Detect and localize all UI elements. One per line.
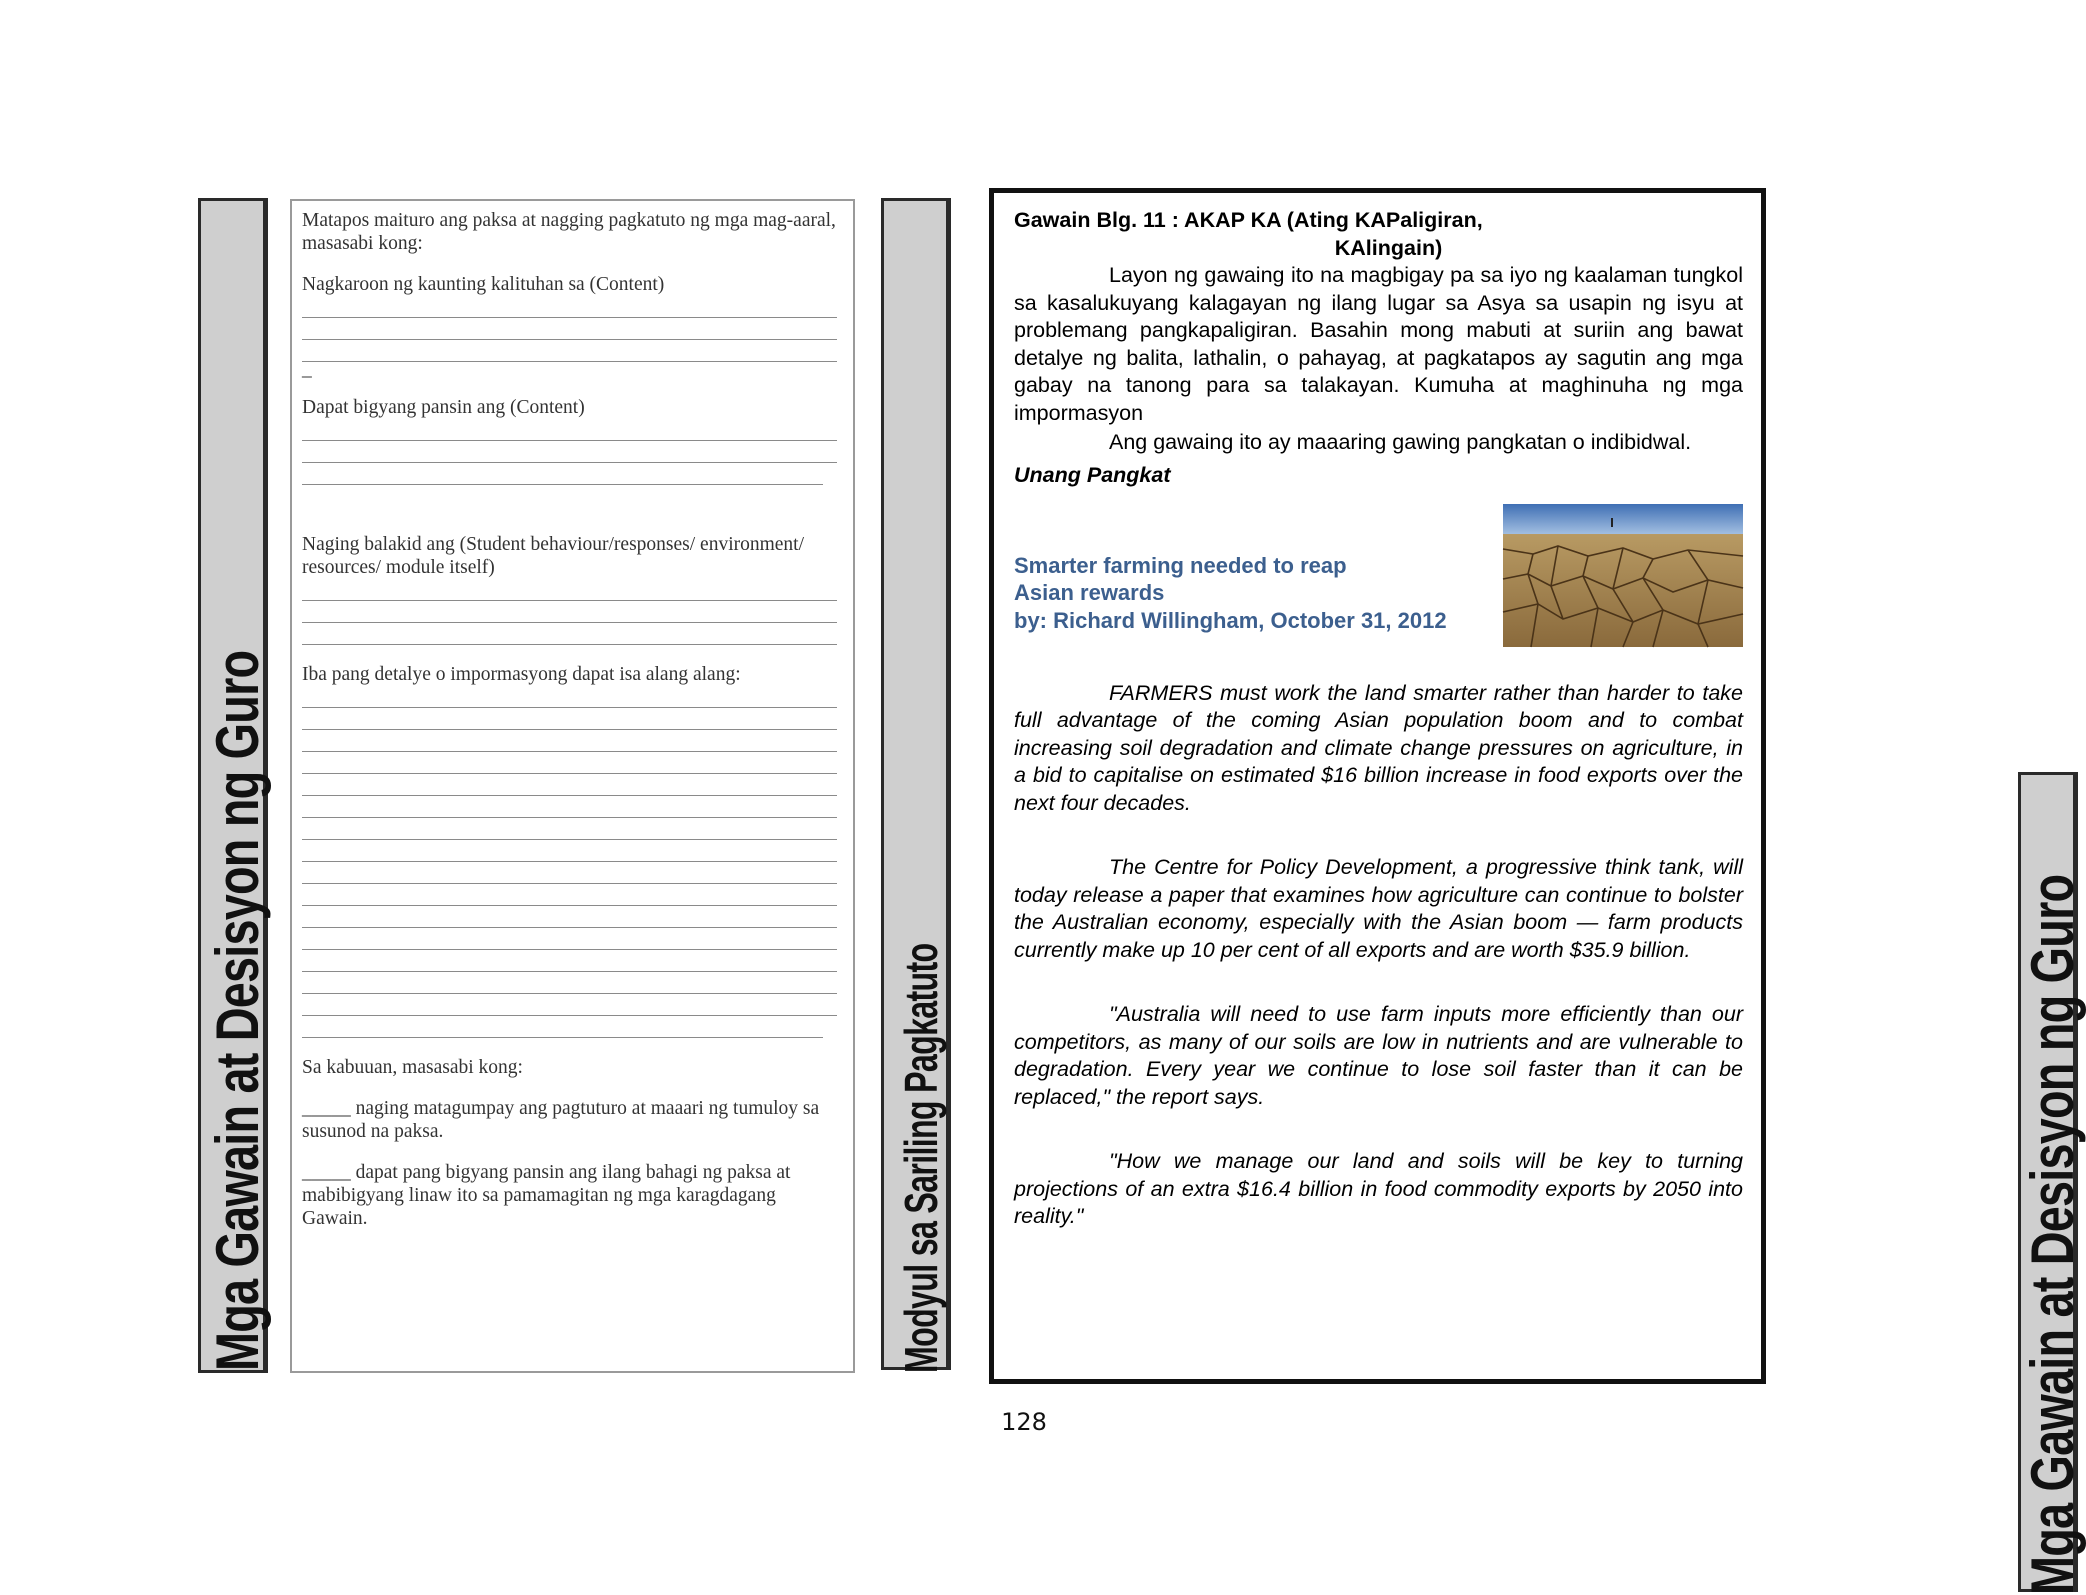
answer-line bbox=[302, 419, 837, 441]
news-title-line-1: Smarter farming needed to reap bbox=[1014, 552, 1347, 578]
news-title-line-2: Asian rewards bbox=[1014, 580, 1165, 605]
form-option-2: _____ dapat pang bigyang pansin ang ilang bahagi ng paksa at mabibigyang linaw ito sa pamamagitan ng mga karagdagang Gawain. bbox=[302, 1162, 791, 1229]
form-question-3: Naging balakid ang (Student behaviour/responses/ environment/ resources/ module itself) bbox=[302, 534, 805, 578]
activity-box bbox=[989, 188, 1766, 1384]
answer-line bbox=[302, 862, 837, 884]
right-vertical-banner bbox=[2018, 772, 2086, 1595]
form-question-2: Dapat bigyang pansin ang (Content) bbox=[302, 397, 585, 418]
article-paragraph-1: FARMERS must work the land smarter rather than harder to take full advantage of the coming Asian population boom and to combat increasing soil degradation and climate change pressures on agriculture, in a bid to capitalise on estimated $16 billion increase in food exports over the next four decades. bbox=[1014, 680, 1743, 815]
answer-line bbox=[302, 972, 837, 994]
answer-line bbox=[302, 1016, 823, 1038]
activity-instructions: Layon ng gawaing ito na magbigay pa sa iyo ng kaalaman tungkol sa kasalukuyang kalagayan ng ilang lugar sa Asya sa usapin ng isyu at problemang pangkapaligiran. Basahin mong mabuti at suriin ang bawat detalye ng balita, lathalin, o pahayag, at pagkatapos ay sagutin ang mga gabay na tanong para sa talakayan. Kumuha at maghinuha ng mga impormasyon bbox=[1014, 263, 1743, 425]
answer-line bbox=[302, 708, 837, 730]
answer-line bbox=[302, 752, 837, 774]
answer-line bbox=[302, 906, 837, 928]
answer-line bbox=[302, 623, 837, 645]
answer-line bbox=[302, 601, 837, 623]
answer-line bbox=[302, 840, 837, 862]
answer-line bbox=[302, 818, 837, 840]
answer-line bbox=[302, 994, 837, 1016]
answer-line bbox=[302, 441, 837, 463]
left-vertical-banner bbox=[198, 198, 271, 1373]
form-question-1: Nagkaroon ng kaunting kalituhan sa (Content) bbox=[302, 274, 665, 295]
answer-line bbox=[302, 796, 837, 818]
answer-line bbox=[302, 774, 837, 796]
answer-line bbox=[302, 296, 837, 318]
article-paragraph-3: "Australia will need to use farm inputs more efficiently than our competitors, as many of our soils are low in nutrients and are vulnerable to degradation. Every year we continue to lose soil faster than it can be replaced," the report says. bbox=[1014, 1002, 1743, 1109]
activity-title-continued: KAlingain) bbox=[1334, 235, 1443, 260]
teacher-reflection-form bbox=[290, 199, 855, 1373]
form-summary: Sa kabuuan, masasabi kong: bbox=[302, 1057, 523, 1078]
form-option-1: _____ naging matagumpay ang pagtuturo at maaari ng tumuloy sa susunod na paksa. bbox=[302, 1098, 820, 1142]
answer-line bbox=[302, 730, 837, 752]
right-banner-title: Mga Gawain at Desisyon ng Guro bbox=[2019, 874, 2086, 1595]
answer-line bbox=[302, 884, 837, 906]
answer-line bbox=[302, 579, 837, 601]
middle-vertical-banner bbox=[881, 198, 951, 1373]
middle-banner-title: Modyul sa Sariling Pagkatuto bbox=[895, 943, 947, 1373]
group-label: Unang Pangkat bbox=[1014, 463, 1171, 487]
page-number: 128 bbox=[1001, 1408, 1047, 1436]
activity-note: Ang gawaing ito ay maaaring gawing pangkatan o indibidwal. bbox=[1109, 430, 1692, 454]
answer-line bbox=[302, 318, 837, 340]
form-question-4: Iba pang detalye o impormasyong dapat isa alang alang: bbox=[302, 664, 741, 685]
answer-line bbox=[302, 928, 837, 950]
left-banner-title: Mga Gawain at Desisyon ng Guro bbox=[204, 650, 271, 1371]
answer-line bbox=[302, 340, 837, 362]
answer-line bbox=[302, 463, 823, 485]
article-paragraph-2: The Centre for Policy Development, a progressive think tank, will today release a paper that examines how agriculture can continue to bolster the Australian economy, especially with the Asian boom — farm products currently make up 10 per cent of all exports and are worth $35.9 billion. bbox=[1014, 855, 1743, 962]
news-byline: by: Richard Willingham, October 31, 2012 bbox=[1014, 607, 1447, 633]
article-paragraph-4: "How we manage our land and soils will be key to turning projections of an extra $16.4 billion in food commodity exports by 2050 into reality." bbox=[1014, 1149, 1743, 1228]
form-question-1-tail: _ bbox=[302, 359, 312, 380]
form-intro: Matapos maituro ang paksa at nagging pagkatuto ng mga mag-aaral, masasabi kong: bbox=[302, 210, 836, 254]
answer-line bbox=[302, 686, 837, 708]
news-header bbox=[1014, 490, 1743, 650]
cracked-earth-photo bbox=[1503, 504, 1743, 647]
answer-line bbox=[302, 950, 837, 972]
activity-title: Gawain Blg. 11 : AKAP KA (Ating KAPaligiran, bbox=[1014, 208, 1483, 232]
news-title-block bbox=[1014, 552, 1447, 635]
